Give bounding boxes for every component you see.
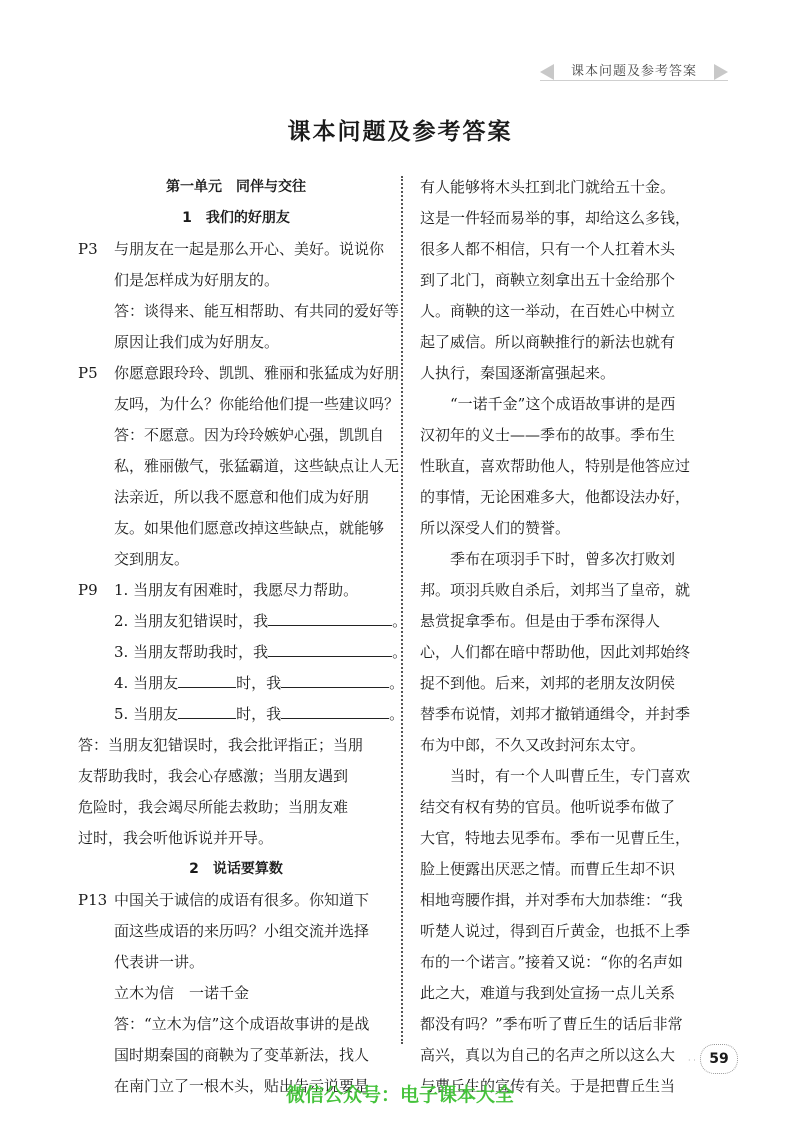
paragraph-1 (420, 172, 730, 389)
text-line: 邦。项羽兵败自杀后，刘邦当了皇帝，就 (420, 581, 691, 599)
fill-blank (268, 607, 392, 626)
text-line: 有人能够将木头扛到北门就给五十金。 (420, 178, 676, 196)
header-left-triangle-icon (540, 64, 554, 80)
fill-item-text: 5. 当朋友 (114, 705, 179, 723)
text-line: 到了北门，商鞅立刻拿出五十金给那个 (420, 271, 676, 289)
text-line: 脸上便露出厌恶之情。而曹丘生却不识 (420, 860, 676, 878)
answer-line: 过时，我会听他诉说并开导。 (78, 829, 274, 847)
fill-item-text: 4. 当朋友 (114, 674, 179, 692)
text-line: 性耿直，喜欢帮助他人，特别是他答应过 (420, 457, 691, 475)
text-line: 此之大，难道与我到处宣扬一点儿关系 (420, 984, 676, 1002)
fill-blank (281, 669, 389, 688)
text-line: “一诺千金”这个成语故事讲的是西 (450, 395, 676, 413)
running-header-label: 课本问题及参考答案 (570, 64, 697, 79)
paragraph-2 (420, 389, 730, 544)
idiom-list: 立木为信 一诺千金 (114, 984, 250, 1002)
fill-blank (178, 700, 236, 719)
right-column (420, 172, 730, 1102)
question-line: 你愿意跟玲玲、凯凯、雅丽和张猛成为好朋 (114, 364, 400, 382)
text-line: 大官，特地去见季布。季布一见曹丘生， (420, 829, 691, 847)
paragraph-4 (420, 761, 730, 1102)
fill-item-period: 。 (389, 705, 405, 723)
text-line: 高兴，真以为自己的名声之所以这么大 (420, 1046, 676, 1064)
question-line: 与朋友在一起是那么开心、美好。说说你 (114, 240, 385, 258)
fill-blank (268, 638, 392, 657)
text-line: 替季布说情，刘邦才撤销通缉令，并封季 (420, 705, 691, 723)
question-line: 面这些成语的来历吗？小组交流并选择 (114, 922, 370, 940)
answer-line: 答：当朋友犯错误时，我会批评指正；当朋 (78, 736, 364, 754)
text-line: 布的一个诺言。”接着又说：“你的名声如 (420, 953, 683, 971)
text-line: 悬赏捉拿季布。但是由于季布深得人 (420, 612, 661, 630)
question-p3 (78, 234, 400, 358)
text-line: 所以深受人们的赞誉。 (420, 519, 571, 537)
text-line: 布为中郎，不久又改封河东太守。 (420, 736, 646, 754)
text-line: 结交有权有势的官员。他听说季布做了 (420, 798, 676, 816)
answer-line: 友。如果他们愿意改掉这些缺点，就能够 (114, 519, 385, 537)
question-p5 (78, 358, 400, 575)
fill-blank (281, 700, 389, 719)
text-line: 心，人们都在暗中帮助他，因此刘邦始终 (420, 643, 691, 661)
fill-item-5 (114, 699, 407, 730)
question-line: 们是怎样成为好朋友的。 (114, 271, 280, 289)
answer-line: 友帮助我时，我会心存感激；当朋友遇到 (78, 767, 349, 785)
fill-item-period: 。 (392, 643, 408, 661)
question-line: 友吗，为什么？你能给他们提一些建议吗？ (114, 395, 400, 413)
lesson-heading-2: 2 说话要算数 (189, 861, 283, 877)
paragraph-3 (420, 544, 730, 761)
answer-line: 私，雅丽傲气，张猛霸道，这些缺点让人无 (114, 457, 400, 475)
page-ref: P5 (78, 364, 98, 382)
lesson-heading-1: 1 我们的好朋友 (182, 210, 290, 226)
text-line: 人。商鞅的这一举动，在百姓心中树立 (420, 302, 676, 320)
fill-item-text: 时，我 (236, 705, 282, 723)
fill-item-period: 。 (389, 674, 405, 692)
text-line: 相地弯腰作揖，并对季布大加恭维：“我 (420, 891, 683, 909)
fill-item-4 (114, 668, 407, 699)
fill-item-1: 1. 当朋友有困难时，我愿尽力帮助。 (114, 581, 359, 599)
left-column (78, 172, 408, 1102)
text-line: 汉初年的义士——季布的故事。季布生 (420, 426, 676, 444)
page-ref: P3 (78, 240, 98, 258)
fill-item-text: 3. 当朋友帮助我时，我 (114, 643, 269, 661)
text-line: 当时，有一个人叫曹丘生，专门喜欢 (450, 767, 691, 785)
fill-blank (178, 669, 236, 688)
text-line: 都没有吗？”季布听了曹丘生的话后非常 (420, 1015, 683, 1033)
text-line: 与曹丘生的宣传有关。于是把曹丘生当 (420, 1077, 676, 1095)
answer-line: 国时期秦国的商鞅为了变革新法，找人 (114, 1046, 370, 1064)
fill-item-2 (114, 606, 407, 637)
fill-item-period: 。 (392, 612, 408, 630)
text-line: 听楚人说过，得到百斤黄金，也抵不上季 (420, 922, 691, 940)
watermark-text: 微信公众号：电子课本大全 (285, 1084, 514, 1106)
running-header (540, 60, 728, 82)
question-p9 (78, 575, 408, 730)
answer-line: 答：“立木为信”这个成语故事讲的是战 (114, 1015, 370, 1033)
text-line: 捉不到他。后来，刘邦的老朋友汝阴侯 (420, 674, 676, 692)
answer-line: 法亲近，所以我不愿意和他们成为好朋 (114, 488, 370, 506)
text-line: 季布在项羽手下时，曾多次打败刘 (450, 550, 676, 568)
question-line: 代表讲一讲。 (114, 953, 205, 971)
question-p13 (78, 885, 394, 1102)
page-title: 课本问题及参考答案 (287, 119, 513, 145)
page-ref: P13 (78, 891, 108, 909)
question-line: 中国关于诚信的成语有很多。你知道下 (114, 891, 370, 909)
text-line: 人执行，秦国逐渐富强起来。 (420, 364, 616, 382)
fill-item-text: 2. 当朋友犯错误时，我 (114, 612, 269, 630)
header-rule (540, 80, 728, 81)
fill-item-3 (114, 637, 407, 668)
text-line: 起了威信。所以商鞅推行的新法也就有 (420, 333, 676, 351)
answer-line: 在南门立了一根木头，贴出告示说要是 (114, 1077, 370, 1095)
answer-line: 原因让我们成为好朋友。 (114, 333, 280, 351)
text-line: 很多人都不相信，只有一个人扛着木头 (420, 240, 676, 258)
answer-line: 交到朋友。 (114, 550, 190, 568)
answer-line: 答：谈得来、能互相帮助、有共同的爱好等 (114, 302, 400, 320)
page-number: 59 (700, 1044, 738, 1074)
unit-heading: 第一单元 同伴与交往 (166, 179, 306, 195)
header-right-triangle-icon (714, 64, 728, 80)
page-ref: P9 (78, 581, 98, 599)
text-line: 的事情，无论困难多大，他都设法办好， (420, 488, 691, 506)
fill-item-text: 时，我 (236, 674, 282, 692)
answer-line: 答：不愿意。因为玲玲嫉妒心强，凯凯自 (114, 426, 385, 444)
page-number-dots-icon: · · (688, 1056, 696, 1065)
text-line: 这是一件轻而易举的事，却给这么多钱， (420, 209, 691, 227)
answer-line: 危险时，我会竭尽所能去救助；当朋友难 (78, 798, 349, 816)
